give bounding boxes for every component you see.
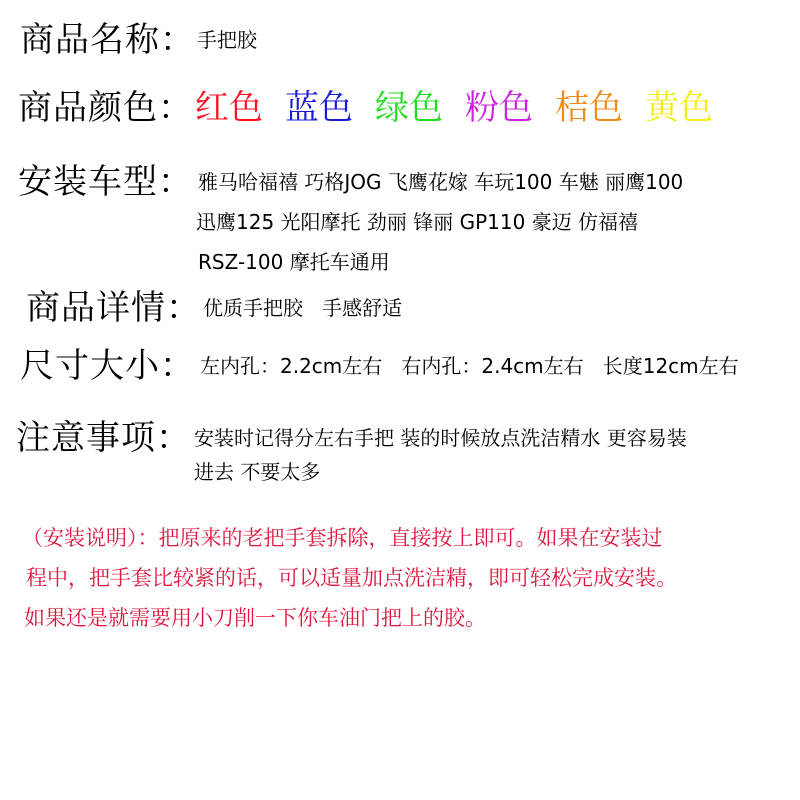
compatible-models-line-1: 雅马哈福禧 巧格JOG 飞鹰花嫁 车玩100 车魅 丽鹰100 [198,170,684,194]
notes-line-2: 进去 不要太多 [194,460,321,484]
install-instructions-line-1: （安装说明）：把原来的老把手套拆除，直接按上即可。如果在安装过 [22,526,663,550]
size-label: 尺寸大小： [20,346,195,386]
compatible-models-label: 安装车型： [18,162,193,202]
product-details-row [0,288,800,328]
product-name-value: 手把胶 [197,28,257,52]
color-blue: 蓝色 [285,88,353,128]
compatible-models-line-2: 迅鹰125 光阳摩托 劲丽 锋丽 GP110 豪迈 仿福禧 [196,210,639,234]
product-name-row [0,20,800,60]
color-yellow: 黄色 [645,88,713,128]
product-color-label: 商品颜色： [18,88,193,128]
size-value: 左内孔：2.2cm左右 右内孔：2.4cm左右 长度12cm左右 [200,354,739,378]
color-pink: 粉色 [465,88,533,128]
product-color-row [0,88,800,128]
install-instructions [22,518,782,638]
product-details-label: 商品详情： [26,288,201,328]
install-instructions-line-3: 如果还是就需要用小刀削一下你车油门把上的胶。 [24,606,486,630]
color-green: 绿色 [375,88,443,128]
color-options [195,88,735,128]
compatible-models-line-3: RSZ-100 摩托车通用 [198,250,390,274]
product-name-label: 商品名称： [20,20,195,60]
notes-line-1: 安装时记得分左右手把 装的时候放点洗洁精水 更容易装 [194,426,687,450]
color-red: 红色 [195,88,263,128]
compatible-models-row [0,160,800,280]
size-row [0,346,800,386]
install-instructions-line-2: 程中，把手套比较紧的话，可以适量加点洗洁精，即可轻松完成安装。 [26,566,677,590]
product-details-value: 优质手把胶 手感舒适 [203,296,403,320]
notes-row [0,418,800,498]
notes-label: 注意事项： [16,418,191,458]
color-orange: 桔色 [555,88,623,128]
